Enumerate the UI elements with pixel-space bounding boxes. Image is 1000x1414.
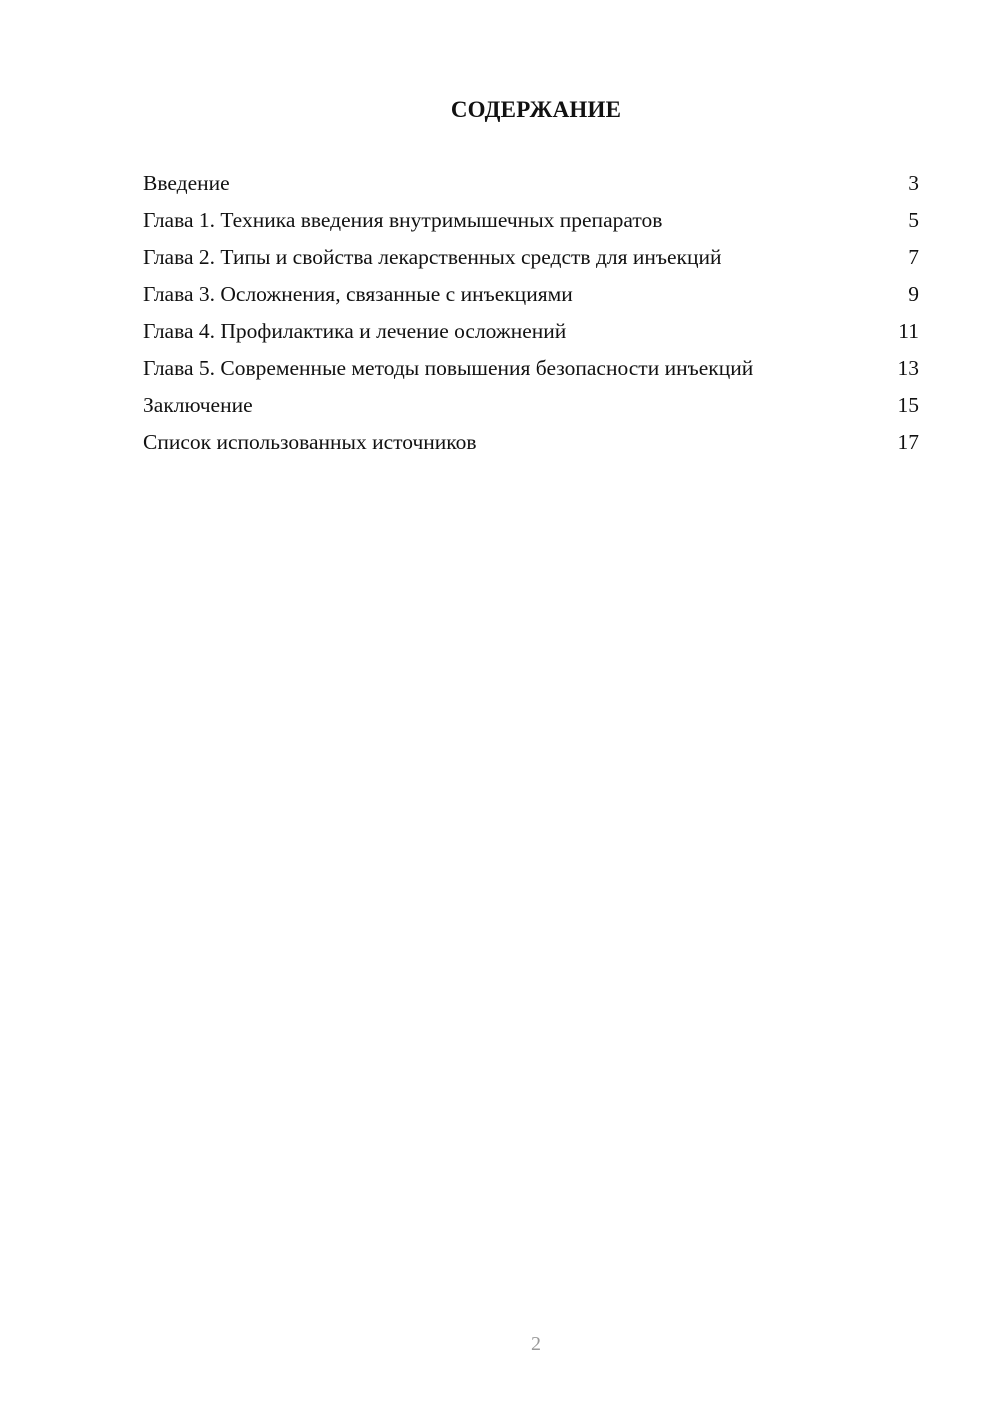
page-title: СОДЕРЖАНИЕ [450, 97, 622, 122]
toc-entry-label: Список использованных источников [143, 430, 477, 454]
toc-entry [143, 244, 919, 271]
toc-entry-page-number: 13 [897, 356, 919, 380]
toc-entry-label: Введение [143, 171, 230, 195]
toc-entry-label: Глава 1. Техника введения внутримышечных препаратов [143, 208, 663, 232]
toc-entry-page-number: 15 [897, 393, 919, 417]
toc-entry [143, 355, 919, 382]
toc-entry-page-number: 9 [908, 282, 919, 306]
toc-entry-label: Глава 4. Профилактика и лечение осложнений [143, 319, 567, 343]
toc-entry [143, 207, 919, 234]
toc-entry [143, 429, 919, 456]
toc-entry-page-number: 11 [898, 319, 919, 343]
toc-entry-label: Глава 2. Типы и свойства лекарственных средств для инъекций [143, 245, 722, 269]
toc-entry [143, 318, 919, 345]
page-number: 2 [531, 1333, 541, 1355]
toc-entry-label: Глава 5. Современные методы повышения безопасности инъекций [143, 356, 754, 380]
toc-entry-label: Глава 3. Осложнения, связанные с инъекциями [143, 282, 573, 306]
toc-entry-page-number: 17 [897, 430, 919, 454]
toc-entry [143, 281, 919, 308]
toc-entry-label: Заключение [143, 393, 253, 417]
toc-entry-page-number: 5 [908, 208, 919, 232]
toc-entry-page-number: 3 [908, 171, 919, 195]
toc-entry-page-number: 7 [908, 245, 919, 269]
toc-entry [143, 170, 919, 197]
table-of-contents [143, 170, 919, 466]
toc-entry [143, 392, 919, 419]
